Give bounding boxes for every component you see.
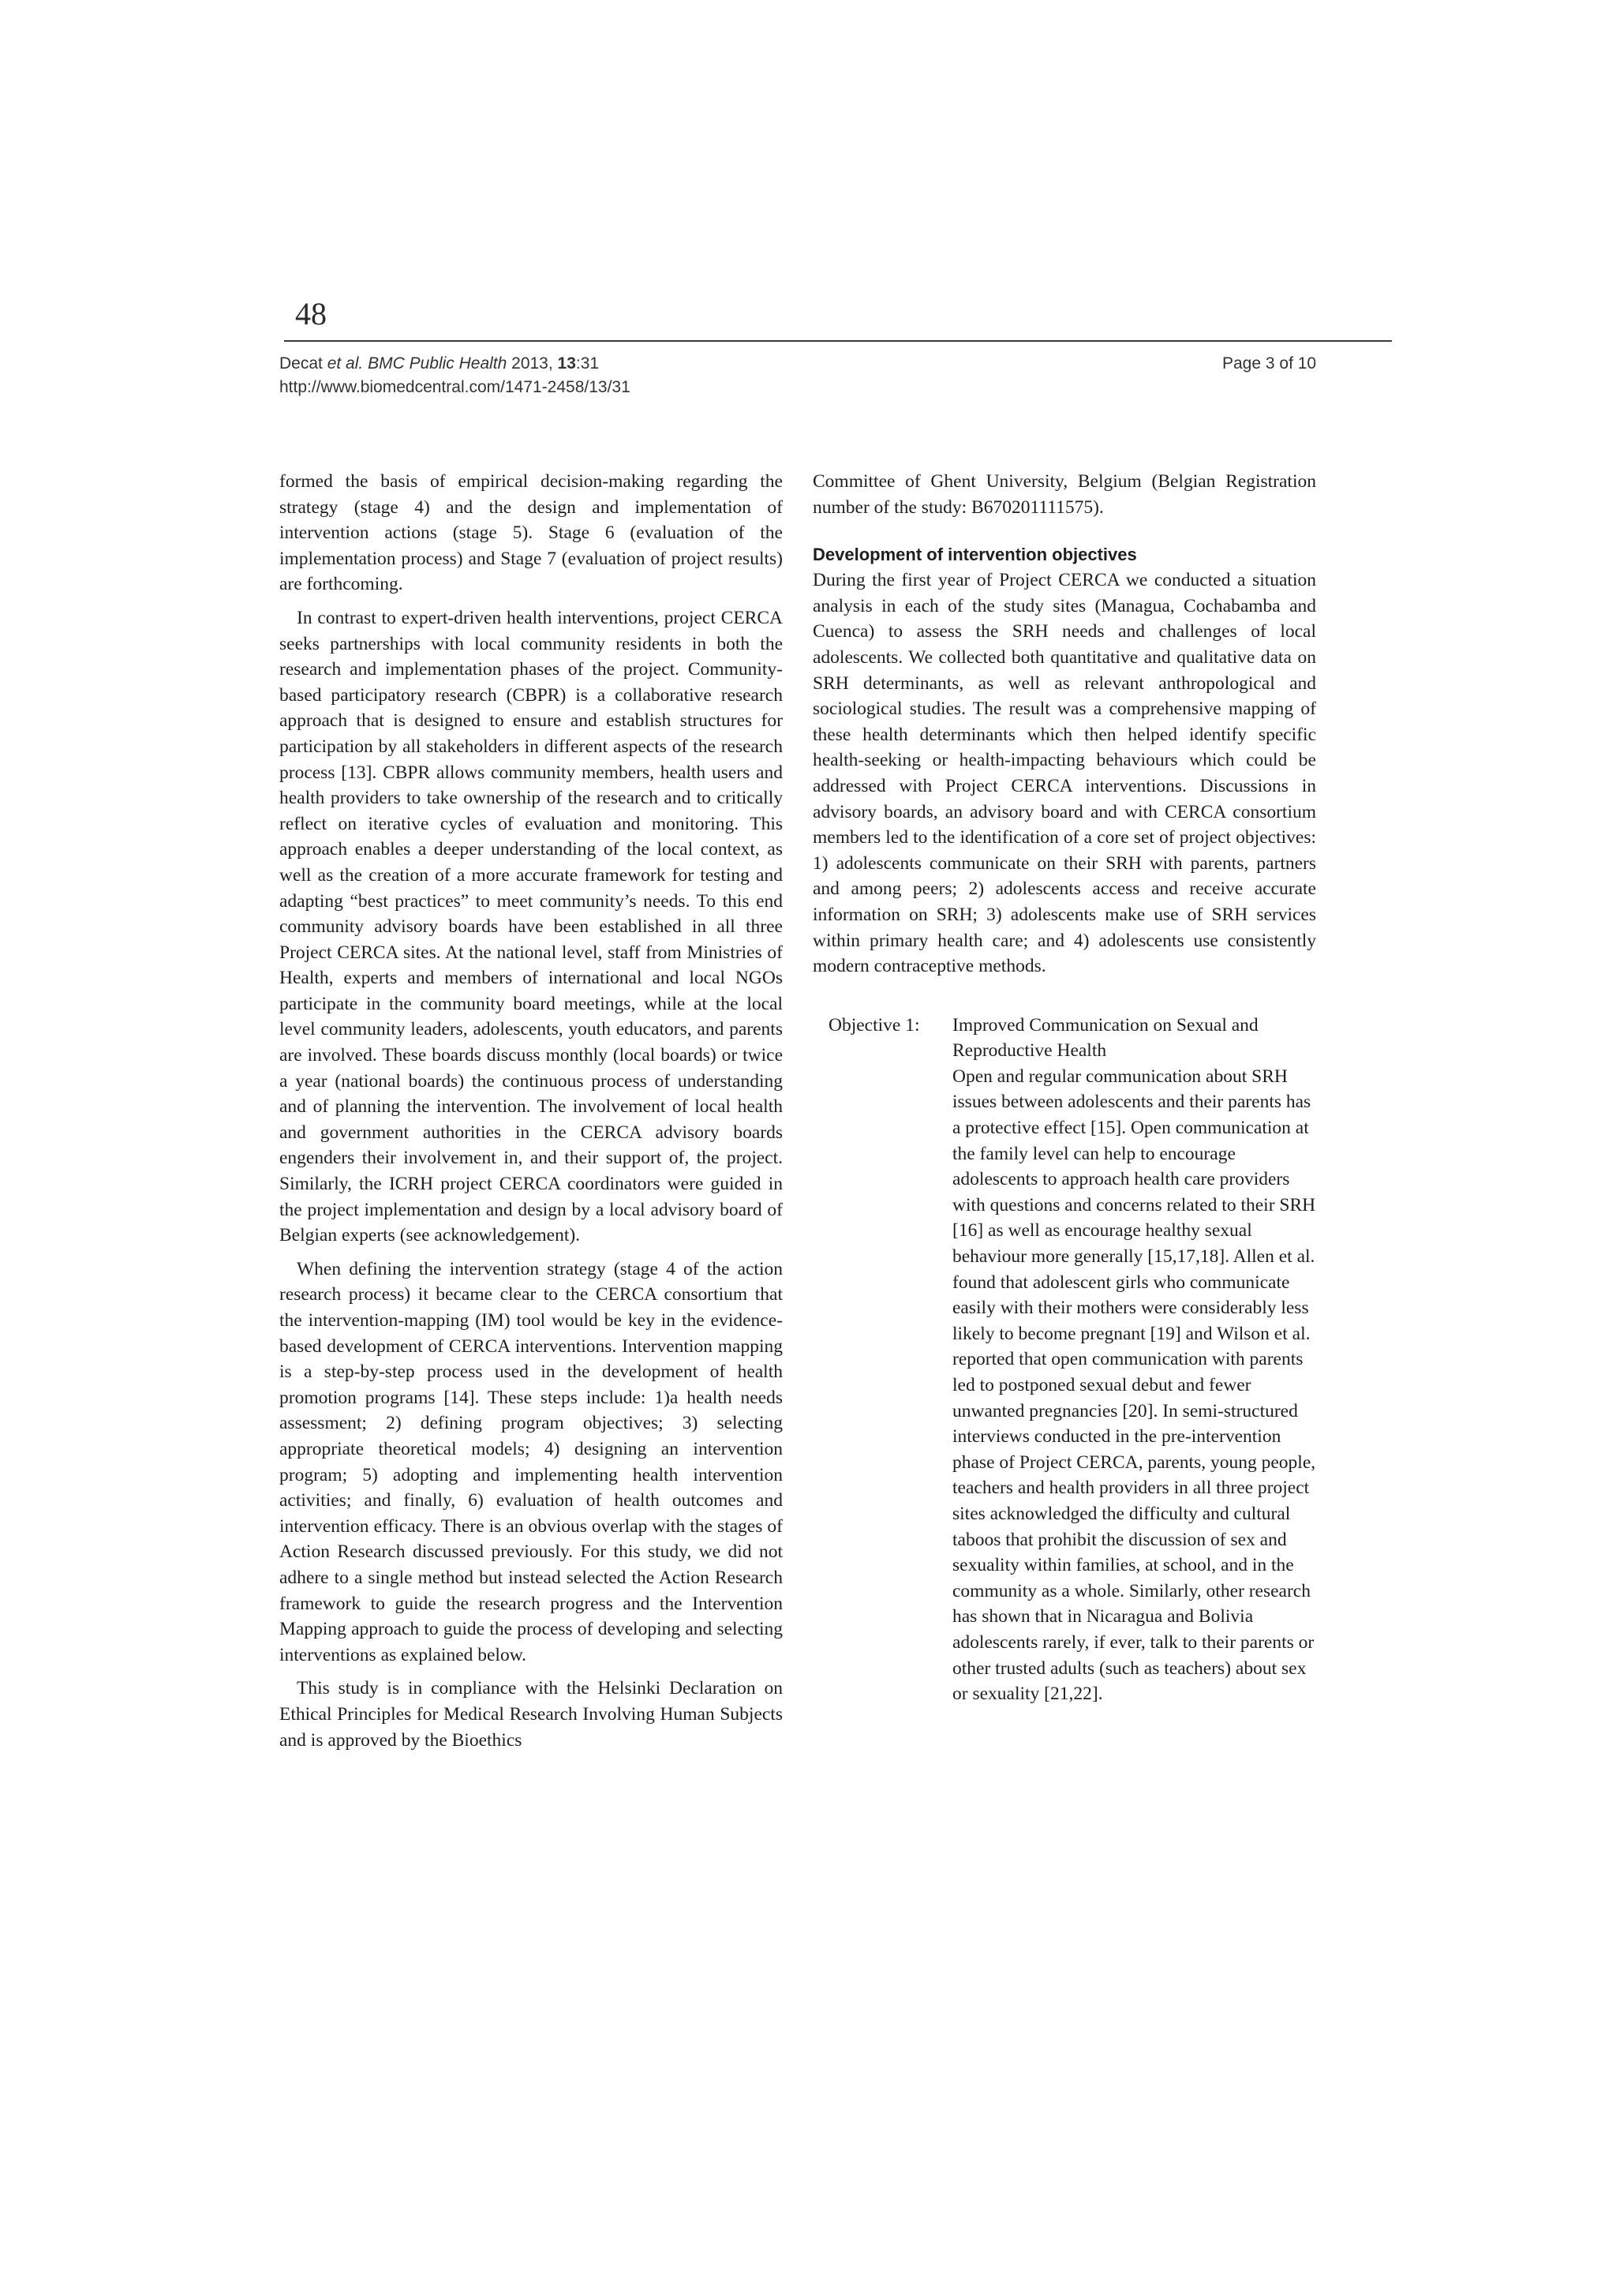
citation-volume: 13 — [557, 354, 576, 373]
objective-label: Objective 1: — [829, 1014, 920, 1036]
citation-etal: et al. — [327, 354, 364, 373]
citation-line — [279, 352, 630, 376]
page-number: 48 — [295, 296, 327, 331]
paragraph: formed the basis of empirical decision-making regarding the strategy (stage 4) and the design and implementation of intervention actions (stage 5). Stage 6 (evaluation of the implementation process) and Stage 7 (evaluation of project results) are forthcoming. — [279, 471, 783, 595]
citation-article: :31 — [575, 354, 600, 373]
paragraph: In contrast to expert-driven health interventions, project CERCA seeks partnerships with local community residents in both the research and implementation phases of the project. Community-based participatory research (CBPR) is a collaborative research approach that is designed to ensure and establish structures for participation by all stakeholders in different aspects of the research process [13]. CBPR allows community members, health users and health providers to take ownership of the research and to critically reflect on iterative cycles of evaluation and monitoring. This approach enables a deeper understanding of the local context, as well as the creation of a more accurate framework for testing and adapting “best practices” to meet community’s needs. To this end community advisory boards have been established in all three Project CERCA sites. At the national level, staff from Ministries of Health, experts and members of international and local NGOs participate in the community board meetings, while at the local level community leaders, adolescents, youth educators, and parents are involved. These boards discuss monthly (local boards) or twice a year (national boards) the continuous process of understanding and of planning the intervention. The involvement of local health and government authorities in the CERCA advisory boards engenders their involvement in, and their support of, the project. Similarly, the ICRH project CERCA coordinators were guided in the project implementation and design by a local advisory board of Belgian experts (see acknowledgement). — [279, 607, 783, 1246]
page-of-total: Page 3 of 10 — [1222, 354, 1317, 373]
header-rule — [284, 340, 1392, 342]
right-column — [813, 469, 1316, 1707]
objective-text: Open and regular communication about SRH issues between adolescents and their parents has a protective effect [15]. Open communication at the family level can help to encourage adolescents to approach health care providers with questions and concerns related to their SRH [16] as well as encourage healthy sexual behaviour more generally [15,17,18]. Allen et al. found that adolescent girls who communicate easily with their mothers were considerably less likely to become pregnant [19] and Wilson et al. reported that open communication with parents led to postponed sexual debut and fewer unwanted pregnancies [20]. In semi-structured interviews conducted in the pre-intervention phase of Project CERCA, parents, young people, teachers and health providers in all three project sites acknowledged the difficulty and cultural taboos that prohibit the discussion of sex and sexuality within families, at school, and in the community as a whole. Similarly, other research has shown that in Nicaragua and Bolivia adolescents rarely, if ever, talk to their parents or other trusted adults (such as teachers) about sex or sexuality [21,22]. — [952, 1066, 1316, 1705]
left-column — [279, 469, 783, 1761]
citation-year: 2013, — [507, 354, 558, 373]
paragraph: Committee of Ghent University, Belgium (Belgian Registration number of the study: B670201111575). — [813, 471, 1316, 518]
paragraph: When defining the intervention strategy (stage 4 of the action research process) it became clear to the CERCA consortium that the intervention-mapping (IM) tool would be key in the evidence-based development of CERCA interventions. Intervention mapping is a step-by-step process used in the development of health promotion programs [14]. These steps include: 1)a health needs assessment; 2) defining program objectives; 3) selecting appropriate theoretical models; 4) designing an intervention program; 5) adopting and implementing health intervention activities; and finally, 6) evaluation of health outcomes and intervention efficacy. There is an obvious overlap with the stages of Action Research discussed previously. For this study, we did not adhere to a single method but instead selected the Action Research framework to guide the research progress and the Intervention Mapping approach to guide the process of developing and selecting interventions as explained below. — [279, 1258, 783, 1665]
citation-journal: BMC Public Health — [368, 354, 507, 373]
objective-block — [813, 1013, 1316, 1707]
objective-title: Improved Communication on Sexual and Reproductive Health — [952, 1014, 1259, 1062]
citation-authors: Decat — [279, 354, 327, 373]
article-url[interactable]: http://www.biomedcentral.com/1471-2458/13/31 — [279, 378, 630, 396]
paragraph: This study is in compliance with the Helsinki Declaration on Ethical Principles for Medical Research Involving Human Subjects and is approved by the Bioethics — [279, 1678, 783, 1751]
objective-body — [952, 1013, 1323, 1707]
paragraph: During the first year of Project CERCA we conducted a situation analysis in each of the study sites (Managua, Cochabamba and Cuenca) to assess the SRH needs and challenges of local adolescents. We collected both quantitative and qualitative data on SRH determinants, as well as relevant anthropological and sociological studies. The result was a comprehensive mapping of these health determinants which then helped identify specific health-seeking or health-impacting behaviours which could be addressed with Project CERCA interventions. Discussions in advisory boards, an advisory board and with CERCA consortium members led to the identification of a core set of project objectives: 1) adolescents communicate on their SRH with parents, partners and among peers; 2) adolescents access and receive accurate information on SRH; 3) adolescents make use of SRH services within primary health care; and 4) adolescents use consistently modern contraceptive methods. — [813, 570, 1316, 977]
running-head — [279, 352, 1317, 399]
section-heading: Development of intervention objectives — [813, 545, 1137, 565]
